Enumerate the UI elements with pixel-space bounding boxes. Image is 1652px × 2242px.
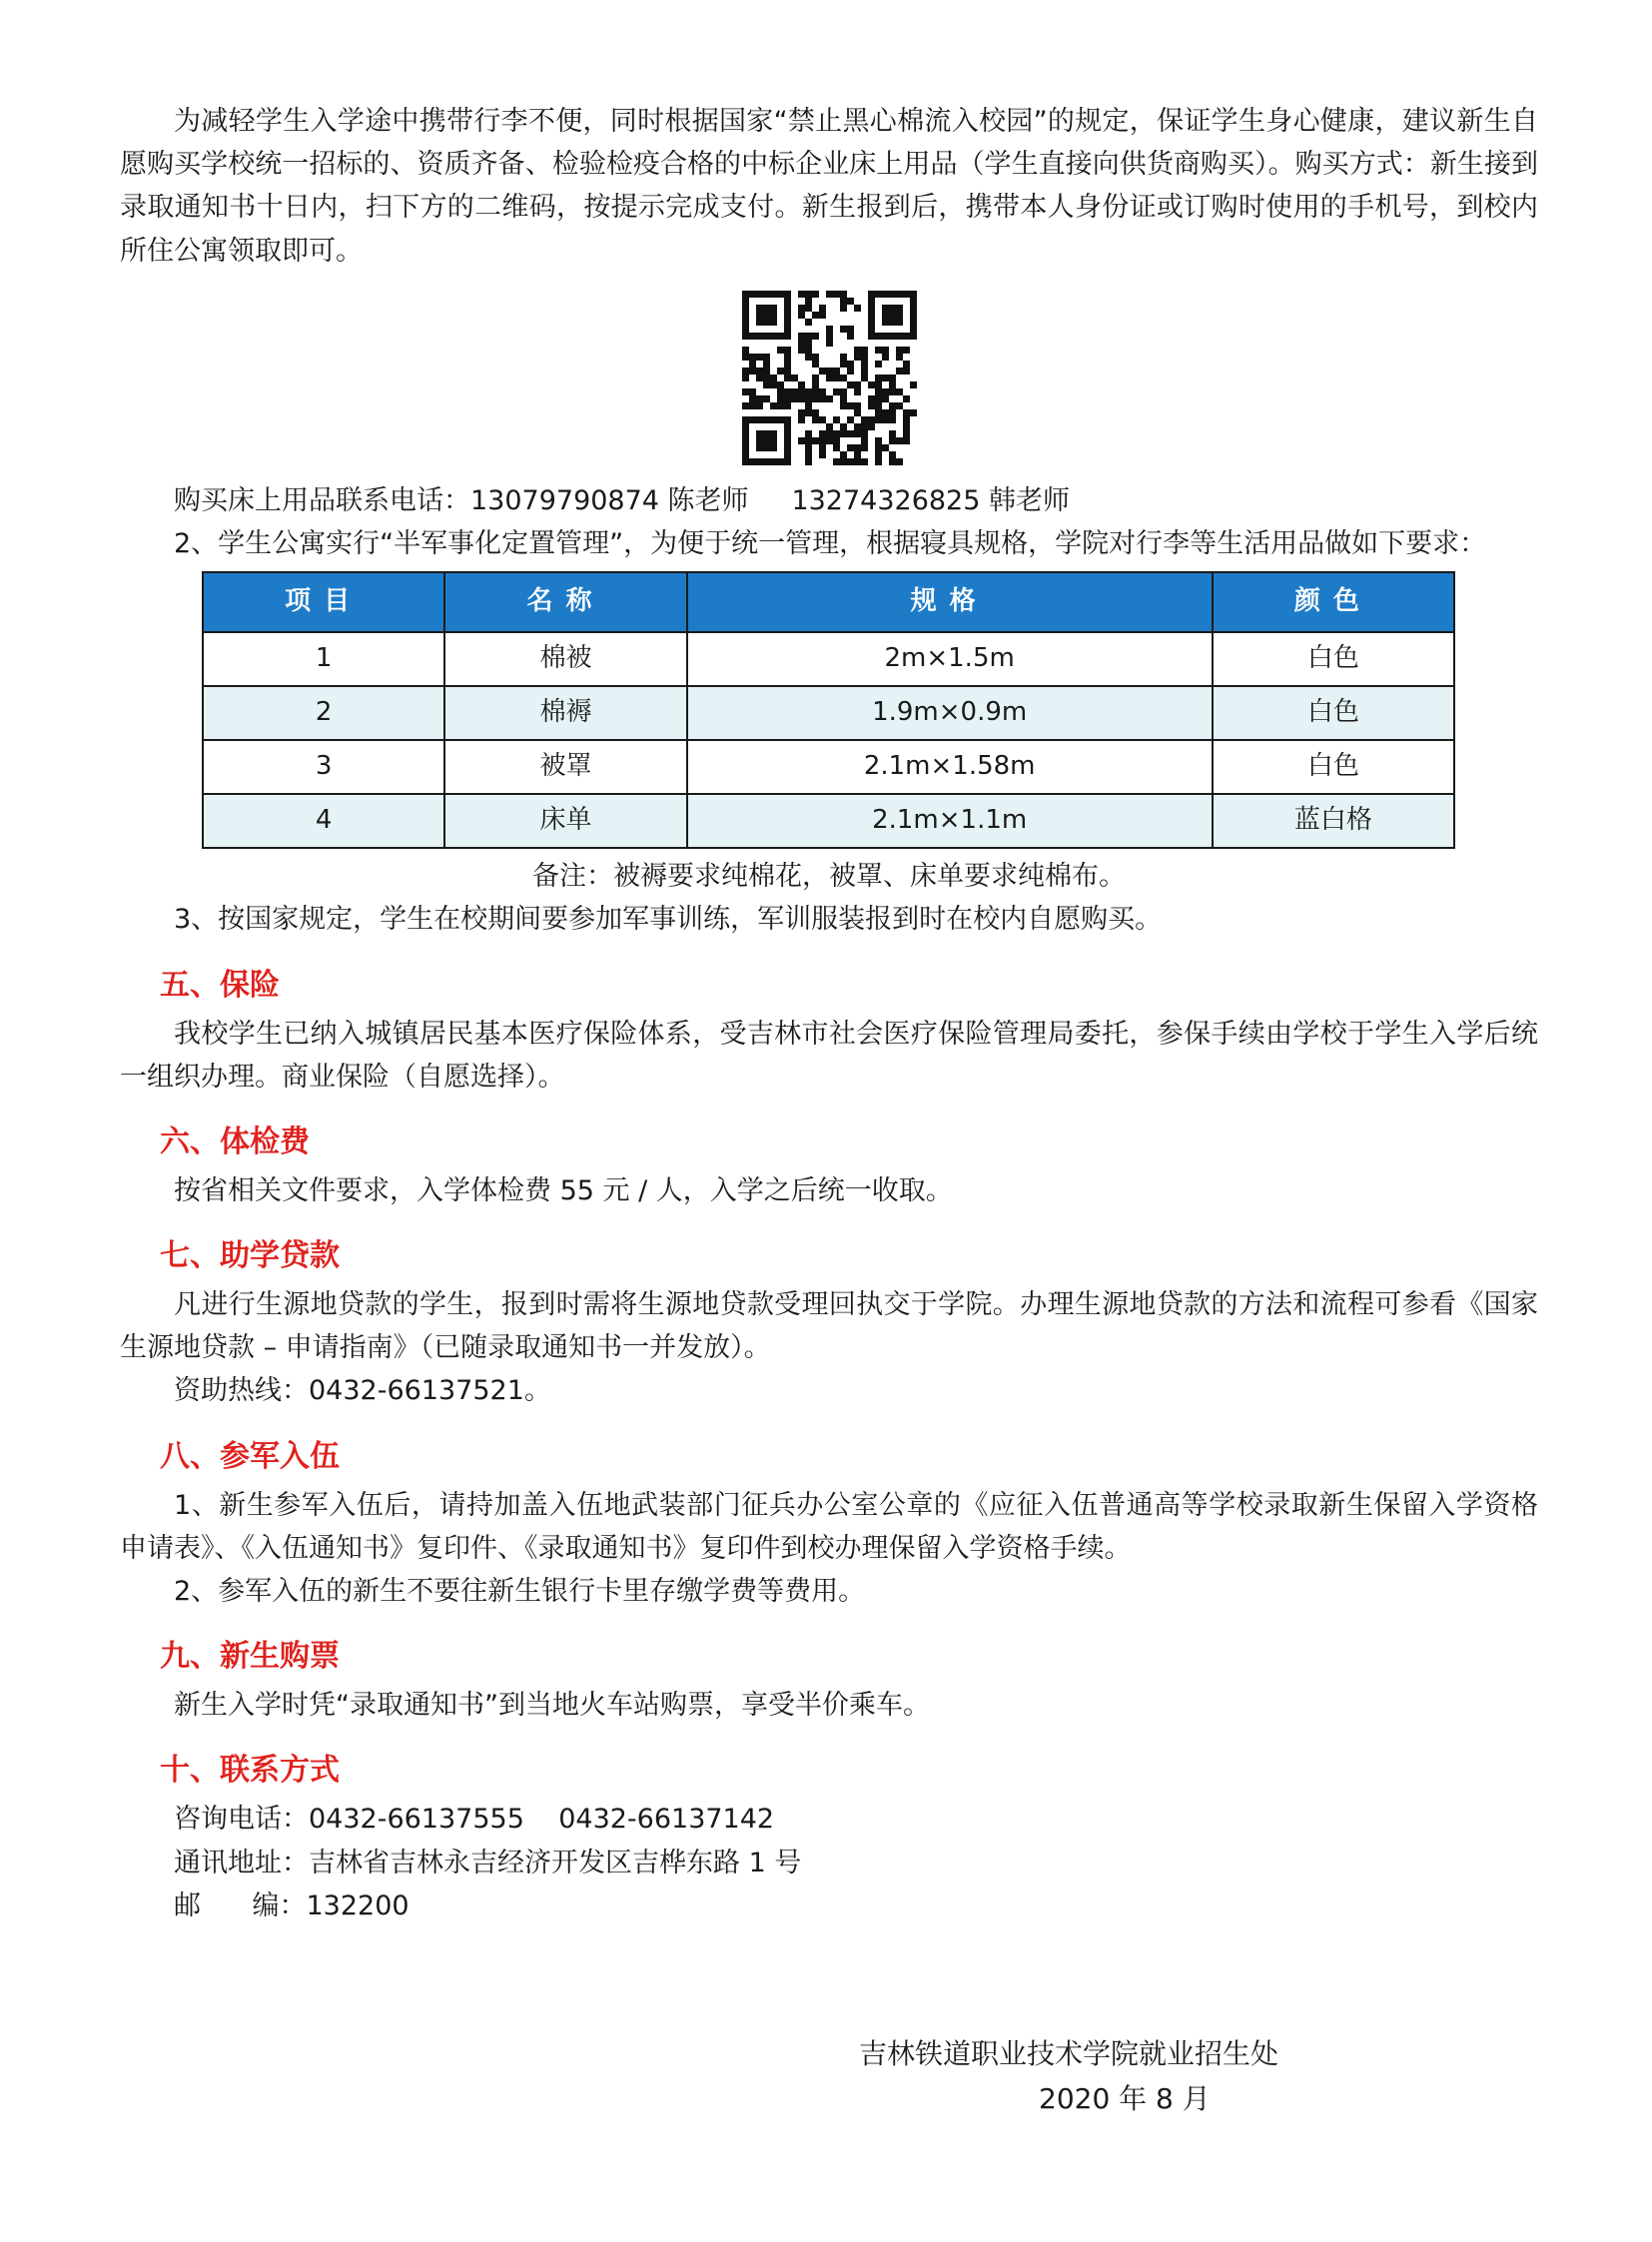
insurance-text: 我校学生已纳入城镇居民基本医疗保险体系，受吉林市社会医疗保险管理局委托，参保手续由学校于学生入学后统一组织办理。商业保险（自愿选择）。 (120, 1018, 1538, 1093)
signature-date: 2020 年 8 月 (1039, 2081, 1211, 2115)
purchase-contact: 购买床上用品联系电话：13079790874 陈老师 13274326825 韩老师 (174, 484, 1070, 516)
item2-paragraph: 2、学生公寓实行“半军事化定置管理”，为便于统一管理，根据寝具规格，学院对行李等生活用品做如下要求： (174, 527, 1487, 559)
qr-code-container (120, 291, 1538, 465)
table-cell: 蓝白格 (1213, 794, 1454, 848)
section-title-enlistment: 八、参军入伍 (160, 1438, 340, 1474)
signature-org: 吉林铁道职业技术学院就业招生处 (859, 2037, 1279, 2070)
qr-code-graphic (742, 291, 917, 465)
contact-zip: 邮 编：132200 (174, 1889, 410, 1921)
table-cell: 1 (203, 632, 444, 686)
table-cell: 白色 (1213, 740, 1454, 794)
ticket-text: 新生入学时凭“录取通知书”到当地火车站购票，享受半价乘车。 (174, 1690, 930, 1722)
table-header-row (203, 572, 1454, 632)
enlistment-text-1: 1、新生参军入伍后，请持加盖入伍地武装部门征兵办公室公章的《应征入伍普通高等学校录取新生保留入学资格申请表》、《入伍通知书》复印件、《录取通知书》复印件到校办理保留入学资格手续。 (120, 1489, 1538, 1564)
table-note: 备注：被褥要求纯棉花，被罩、床单要求纯棉布。 (532, 861, 1126, 893)
table-header-color: 颜色 (1213, 572, 1454, 632)
qr-code[interactable] (742, 291, 917, 465)
exam-fee-text: 按省相关文件要求，入学体检费 55 元 / 人，入学之后统一收取。 (174, 1174, 953, 1206)
section-title-insurance: 五、保险 (160, 967, 280, 1003)
contact-address: 通讯地址：吉林省吉林永吉经济开发区吉桦东路 1 号 (174, 1847, 802, 1878)
table-cell: 白色 (1213, 632, 1454, 686)
document-page (120, 100, 1538, 1927)
table-cell: 棉被 (444, 632, 686, 686)
section-title-ticket: 九、新生购票 (160, 1639, 340, 1675)
table-cell: 1.9m×0.9m (687, 686, 1213, 740)
bedding-spec-table (202, 571, 1455, 849)
section-title-exam-fee: 六、体检费 (160, 1123, 310, 1159)
contact-phone: 咨询电话：0432-66137555 0432-66137142 (174, 1804, 775, 1836)
loan-hotline: 资助热线：0432-66137521。 (174, 1375, 551, 1407)
table-row (203, 632, 1454, 686)
table-row (203, 686, 1454, 740)
table-cell: 3 (203, 740, 444, 794)
table-cell: 2.1m×1.58m (687, 740, 1213, 794)
table-cell: 2 (203, 686, 444, 740)
table-row (203, 794, 1454, 848)
table-header-item: 项目 (203, 572, 444, 632)
table-cell: 白色 (1213, 686, 1454, 740)
table-cell: 2.1m×1.1m (687, 794, 1213, 848)
student-loan-text: 凡进行生源地贷款的学生，报到时需将生源地贷款受理回执交于学院。办理生源地贷款的方法和流程可参看《国家生源地贷款 – 申请指南》（已随录取通知书一并发放）。 (120, 1289, 1538, 1364)
table-cell: 床单 (444, 794, 686, 848)
section-title-student-loan: 七、助学贷款 (160, 1238, 340, 1274)
item3-paragraph: 3、按国家规定，学生在校期间要参加军事训练，军训服装报到时在校内自愿购买。 (174, 904, 1163, 936)
table-header-name: 名称 (444, 572, 686, 632)
signature-block (859, 2032, 1278, 2122)
table-row (203, 740, 1454, 794)
table-cell: 被罩 (444, 740, 686, 794)
table-cell: 棉褥 (444, 686, 686, 740)
intro-paragraph: 为减轻学生入学途中携带行李不便，同时根据国家“禁止黑心棉流入校园”的规定，保证学生身心健康，建议新生自愿购买学校统一招标的、资质齐备、检验检疫合格的中标企业床上用品（学生直接向供货商购买）。购买方式：新生接到录取通知书十日内，扫下方的二维码，按提示完成支付。新生报到后，携带本人身份证或订购时使用的手机号，到校内所住公寓领取即可。 (120, 106, 1538, 267)
table-cell: 4 (203, 794, 444, 848)
table-cell: 2m×1.5m (687, 632, 1213, 686)
table-header-spec: 规格 (687, 572, 1213, 632)
enlistment-text-2: 2、参军入伍的新生不要往新生银行卡里存缴学费等费用。 (174, 1576, 866, 1607)
section-title-contact: 十、联系方式 (160, 1753, 340, 1789)
